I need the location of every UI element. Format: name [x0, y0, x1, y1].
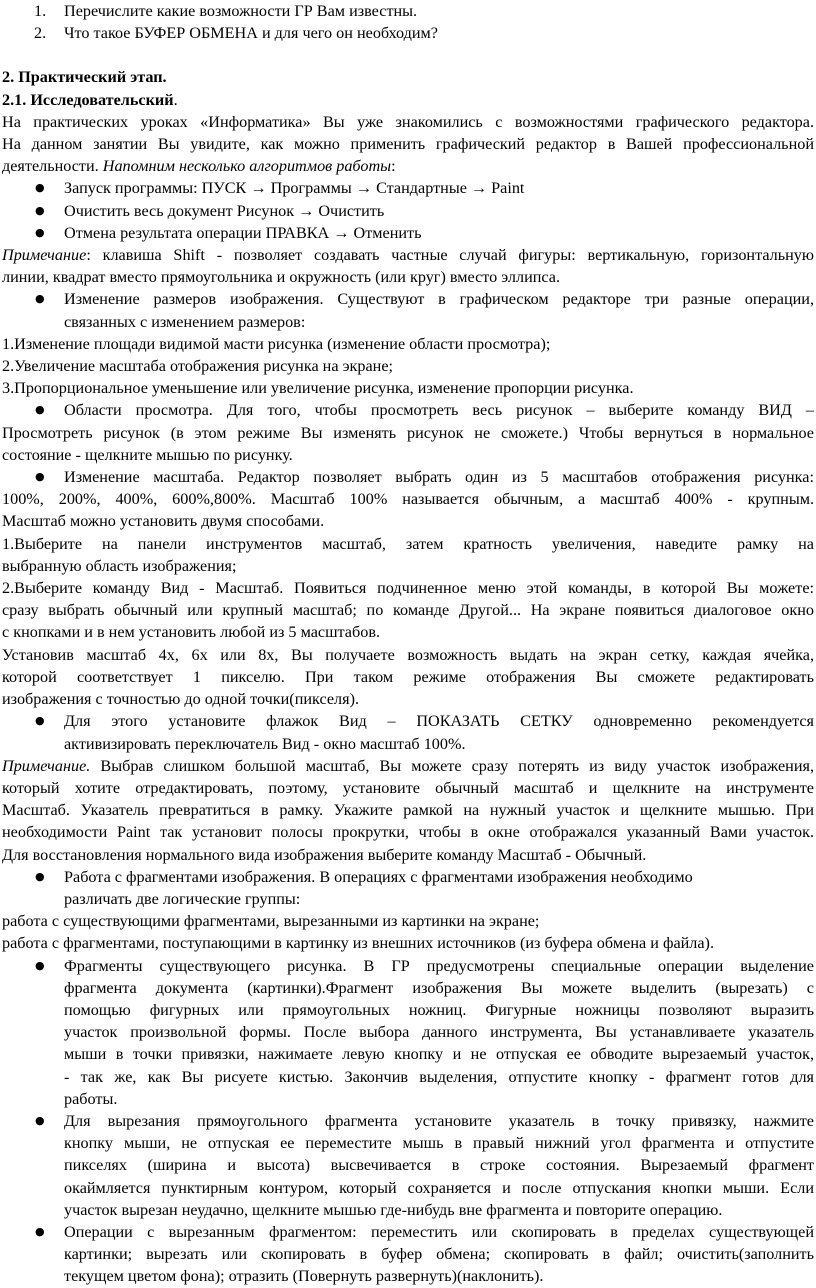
text-line: Масштаб можно установить двумя способами.	[2, 512, 325, 531]
text-line: которой соответствует 1 пикселю. При таком режиме отображения Вы сможете редактировать	[2, 667, 814, 686]
text-line: линии, квадрат вместо прямоугольника и окружность (или круг) вместо эллипса.	[2, 268, 561, 287]
text-line: различать две логические группы:	[64, 889, 301, 908]
text-line: состояние - щелкните мышью по рисунку.	[2, 445, 293, 464]
list-item: ● Отмена результата операции ПРАВКА → Отменить	[2, 222, 814, 244]
text-line: сразу выбрать обычный или крупный масштаб; по команде Другой... На экране появиться диалоговое окно	[2, 601, 814, 620]
text-line: 100%, 200%, 400%, 600%,800%. Масштаб 100% называется обычным, а масштаб 400% - крупным.	[2, 490, 814, 509]
text-line: - так же, как Вы рисуете кистью. Закончив выделения, отпустите кнопку - фрагмент готов для	[64, 1067, 814, 1086]
text-line: Операции с вырезанным фрагментом: переместить или скопировать в пределах существующей	[64, 1222, 814, 1241]
text-line: На данном занятии Вы увидите, как можно применить графический редактор в Вашей профессиональной	[2, 135, 814, 154]
text-line: помощью фигурных или прямоугольных ножниц. Фигурные ножницы позволяют выразить	[64, 1000, 814, 1019]
text-line: текущем цветом фона); отразить (Повернуть развернуть)(наклонить).	[64, 1267, 544, 1286]
bullet-dot-icon: ●	[35, 181, 45, 195]
text-line: На практических уроках «Информатика» Вы уже знакомились с возможностями графического редактора.	[2, 112, 814, 131]
text-line: мыши в точки привязки, нажимаете левую кнопку и не отпуская ее обводите вырезаемый участок,	[64, 1045, 814, 1064]
text-line: 2.Выберите команду Вид - Масштаб. Появиться подчиненное меню этой команды, в которой Вы можете:	[2, 579, 814, 598]
numbered-line: 2.Увеличение масштаба отображения рисунка на экране;	[2, 357, 394, 376]
list-item	[2, 1110, 814, 1221]
list-item: ● Области просмотра. Для того, чтобы просмотреть весь рисунок – выберите команду ВИД –	[2, 399, 814, 421]
text-line: кнопку мыши, не отпуская ее переместите мышь в правый нижний угол фрагмента и отпустите	[64, 1134, 814, 1153]
text-line: Для восстановления нормального вида изображения выберите команду Масштаб - Обычный.	[2, 845, 647, 864]
text-line: 1.Выберите на панели инструментов масштаб, затем кратность увеличения, наведите рамку на	[2, 534, 814, 553]
section-heading: 2. Практический этап.	[2, 68, 167, 87]
text-line: Изменение размеров изображения. Существуют в графическом редакторе три разные операции,	[64, 290, 814, 309]
text-line: Для вырезания прямоугольного фрагмента установите указатель в точку привязку, нажмите	[64, 1111, 814, 1130]
subsection-heading: 2.1. Исследовательский.	[2, 90, 178, 109]
bullet-dot-icon: ●	[35, 869, 45, 883]
text-line: фрагмента документа (картинки).Фрагмент изображения Вы можете выделить (вырезать) с	[64, 978, 814, 997]
text-line: с кнопками и в нем установить любой из 5 масштабов.	[2, 623, 381, 642]
list-item: ● Изменение масштаба. Редактор позволяет выбрать один из 5 масштабов отображения рисунка:	[2, 466, 814, 488]
intro-paragraph	[2, 111, 814, 155]
text-line: активизировать переключатель Вид - окно масштаб 100%.	[64, 734, 466, 753]
text-line: Просмотреть рисунок (в этом режиме Вы изменять рисунок не сможете.) Чтобы вернуться в нормальное	[2, 423, 814, 442]
bullet-dot-icon: ●	[35, 1113, 45, 1127]
text-line: необходимости Paint так установит полосы прокрутки, чтобы в окне отображался указанный Вами участок.	[2, 823, 814, 842]
bullet-dot-icon: ●	[35, 403, 45, 417]
list-item: ● Запуск программы: ПУСК → Программы → Стандартные → Paint	[2, 177, 814, 199]
bullet-dot-icon: ●	[35, 1224, 45, 1238]
text-line: изображения с точностью до одной точки(пикселя).	[2, 690, 360, 709]
text-line: Установив масштаб 4х, 6х или 8х, Вы получаете возможность выдать на экран сетку, каждая ячейка,	[2, 645, 814, 664]
text-line: участок произвольной формы. После выбора данного инструмента, Вы устанавливаете указатель	[64, 1023, 814, 1042]
text-line: Примечание. Выбрав слишком большой масштаб, Вы можете сразу потерять из виду участок изображения,	[2, 756, 814, 775]
note-paragraph	[2, 244, 814, 288]
text-line: Масштаб. Указатель превратиться в рамку. Укажите рамкой на нужный участок и щелкните мышью. При	[2, 801, 814, 820]
text-line: картинки; вырезать или скопировать в буфер обмена; скопировать в файл; очистить(заполнить	[64, 1245, 814, 1264]
list-item	[2, 866, 814, 910]
bullet-dot-icon: ●	[35, 203, 45, 217]
spacer	[2, 44, 814, 66]
text-line: Для этого установите флажок Вид – ПОКАЗАТЬ СЕТКУ одновременно рекомендуется	[64, 712, 814, 731]
text-line: который хотите отредактировать, поэтому, установите обычный масштаб и щелкните на инструменте	[2, 778, 814, 797]
text-line: Примечание: клавиша Shift - позволяет создавать частные случай фигуры: вертикальную, горизонтальную	[2, 246, 814, 265]
text-line: связанных с изменением размеров:	[64, 312, 306, 331]
text-line: выбранную область изображения;	[2, 556, 237, 575]
question-item	[2, 22, 814, 44]
bullet-dot-icon: ●	[35, 958, 45, 972]
list-item	[2, 288, 814, 332]
text-line: работа с фрагментами, поступающими в картинку из внешних источников (из буфера обмена и файла).	[2, 934, 714, 953]
text-line: Работа с фрагментами изображения. В операциях с фрагментами изображения необходимо	[64, 867, 693, 886]
list-item	[2, 710, 814, 754]
text-line: окаймляется пунктирным контуром, который сохраняется и после отпускания кнопки мыши. Если	[64, 1178, 814, 1197]
question-text: Перечислите какие возможности ГР Вам известны.	[64, 2, 418, 20]
bullet-dot-icon: ●	[35, 225, 45, 239]
text-line: работы.	[64, 1089, 118, 1108]
text-line: участок вырезан неудачно, щелкните мышью где-нибудь вне фрагмента и повторите операцию.	[64, 1200, 723, 1219]
numbered-line: 3.Пропорциональное уменьшение или увеличение рисунка, изменение пропорции рисунка.	[2, 379, 634, 398]
question-number: 2.	[34, 24, 47, 43]
list-item: ● Очистить весь документ Рисунок → Очистить	[2, 200, 814, 222]
question-item	[2, 0, 814, 22]
text-line: деятельности. Напомним несколько алгоритмов работы:	[2, 157, 396, 176]
question-text: Что такое БУФЕР ОБМЕНА и для чего он необходим?	[64, 24, 438, 43]
list-item	[2, 955, 814, 1110]
numbered-line: 1.Изменение площади видимой масти рисунка (изменение области просмотра);	[2, 334, 551, 353]
text-line: работа с существующими фрагментами, вырезанными из картинки на экране;	[2, 912, 540, 931]
list-item	[2, 1221, 814, 1288]
bullet-dot-icon: ●	[35, 714, 45, 728]
text-line: Фрагменты существующего рисунка. В ГР предусмотрены специальные операции выделение	[64, 956, 814, 975]
bullet-dot-icon: ●	[35, 292, 45, 306]
bullet-dot-icon: ●	[35, 470, 45, 484]
question-number: 1.	[34, 2, 47, 20]
text-line: пикселях (ширина и высота) высвечивается в строке состояния. Вырезаемый фрагмент	[64, 1156, 814, 1175]
